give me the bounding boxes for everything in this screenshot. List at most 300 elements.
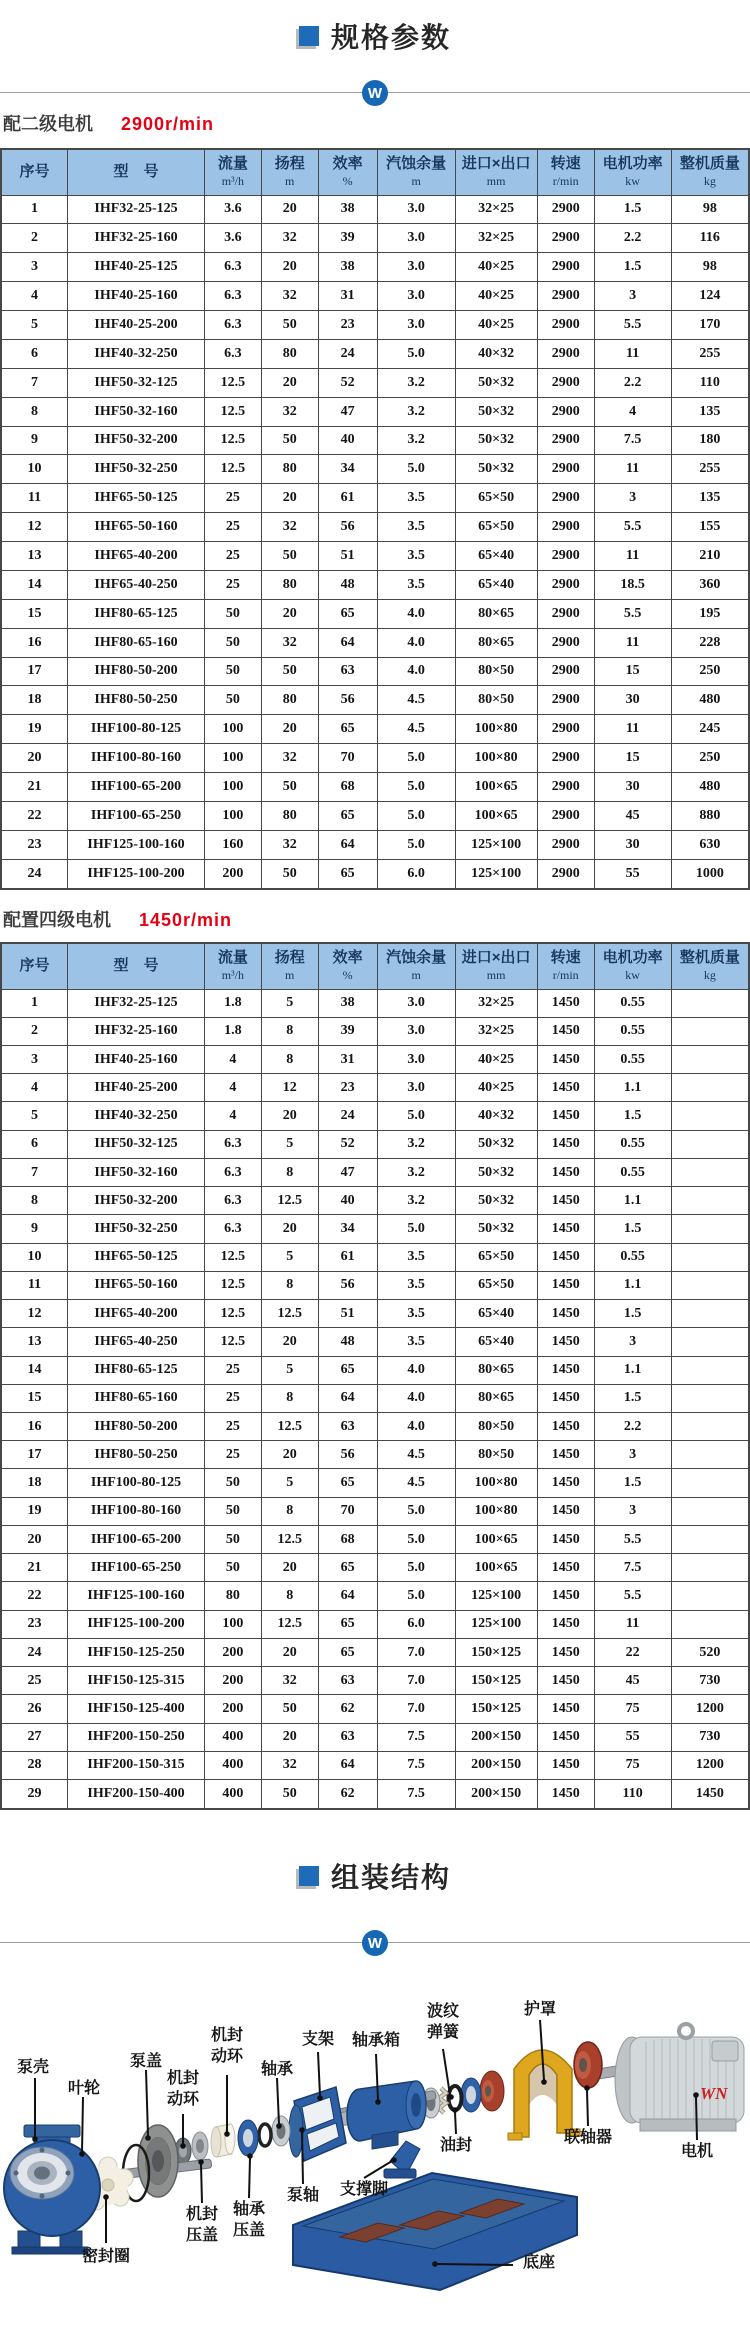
table-row	[1, 542, 749, 571]
cell: 4	[204, 1045, 261, 1073]
cell: IHF100-65-250	[68, 801, 205, 830]
table-row	[1, 195, 749, 224]
cell: 155	[671, 513, 749, 542]
table-row	[1, 830, 749, 859]
divider-top	[0, 80, 750, 106]
cell: 100×80	[455, 1497, 537, 1525]
label-pump-cover: 泵盖	[129, 2053, 163, 2070]
cell: 3.2	[377, 397, 455, 426]
cell: 2900	[537, 368, 594, 397]
assembly-section-heading	[0, 1856, 750, 1896]
cell: 17	[1, 657, 68, 686]
column-header: 转速 r/min	[537, 943, 594, 989]
cell: 68	[318, 773, 377, 802]
cell: 1.8	[204, 989, 261, 1017]
cell: IHF65-50-160	[68, 1271, 205, 1299]
pump-casing-part	[4, 2125, 100, 2254]
table-row	[1, 801, 749, 830]
cell: 3.5	[377, 513, 455, 542]
cell: 63	[318, 1667, 377, 1695]
cell: 125×100	[455, 1582, 537, 1610]
motor-brand-text: WN	[700, 2084, 728, 2103]
cell: 15	[594, 657, 671, 686]
w-logo-letter: W	[367, 1934, 383, 1952]
cell: IHF32-25-160	[68, 1017, 205, 1045]
cell: 1450	[537, 1525, 594, 1553]
cell: 3	[594, 1441, 671, 1469]
cell: 50×32	[455, 426, 537, 455]
table-row	[1, 1638, 749, 1666]
cell: 11	[1, 1271, 68, 1299]
cell: IHF80-65-160	[68, 1384, 205, 1412]
w-logo-letter: W	[367, 84, 383, 102]
cell: 730	[671, 1723, 749, 1751]
cell: 32	[261, 282, 318, 311]
cell: 1450	[537, 1384, 594, 1412]
cell: IHF80-50-250	[68, 686, 205, 715]
cell: 4	[204, 1102, 261, 1130]
cell	[671, 1017, 749, 1045]
column-header: 序号	[1, 943, 68, 989]
cell: IHF200-150-315	[68, 1751, 205, 1779]
label-pump-casing: 泵壳	[16, 2059, 50, 2076]
cell: 25	[1, 1667, 68, 1695]
cell: 80	[204, 1582, 261, 1610]
cell: 1450	[537, 1751, 594, 1779]
table-row	[1, 657, 749, 686]
cell: IHF65-40-200	[68, 1300, 205, 1328]
cell: 12	[261, 1074, 318, 1102]
column-header: 扬程 m	[261, 149, 318, 195]
cell: 50	[204, 1469, 261, 1497]
cell: 730	[671, 1667, 749, 1695]
cell: IHF80-50-250	[68, 1441, 205, 1469]
cell: 65×40	[455, 1300, 537, 1328]
table-row	[1, 628, 749, 657]
cell: 160	[204, 830, 261, 859]
cell: 12.5	[204, 1271, 261, 1299]
cell: 1200	[671, 1695, 749, 1723]
cell: 22	[594, 1638, 671, 1666]
cell	[671, 1215, 749, 1243]
cell: 150×125	[455, 1638, 537, 1666]
cell: 21	[1, 1554, 68, 1582]
cell: 7.5	[594, 1554, 671, 1582]
cell: IHF40-32-250	[68, 1102, 205, 1130]
cell: 1450	[537, 1695, 594, 1723]
cell: 400	[204, 1751, 261, 1779]
cell: 64	[318, 830, 377, 859]
table-row	[1, 1243, 749, 1271]
cell: 80×65	[455, 1384, 537, 1412]
cell: 3.6	[204, 224, 261, 253]
cell: 3.0	[377, 282, 455, 311]
cell: 100	[204, 715, 261, 744]
cell: 4	[1, 1074, 68, 1102]
cell: 65×50	[455, 1271, 537, 1299]
cell: 56	[318, 1441, 377, 1469]
cell: 25	[204, 484, 261, 513]
cell: IHF80-65-160	[68, 628, 205, 657]
cell: 65×40	[455, 542, 537, 571]
cell: IHF200-150-400	[68, 1780, 205, 1809]
cell: 32	[261, 628, 318, 657]
cell: 200	[204, 1667, 261, 1695]
cell: 4.5	[377, 1441, 455, 1469]
cell: 116	[671, 224, 749, 253]
cell: 14	[1, 570, 68, 599]
cell: 64	[318, 628, 377, 657]
cell: 1.5	[594, 1469, 671, 1497]
table-row	[1, 1017, 749, 1045]
cell: 25	[204, 1384, 261, 1412]
rear-gland-part	[461, 2078, 481, 2112]
cell: 5.0	[377, 773, 455, 802]
cell: 100	[204, 773, 261, 802]
cell: 8	[261, 1045, 318, 1073]
cell: 110	[594, 1780, 671, 1809]
cell: 2900	[537, 339, 594, 368]
table-row	[1, 1215, 749, 1243]
column-header: 型 号	[68, 149, 205, 195]
bearing-gland-part	[238, 2120, 258, 2156]
cell: 48	[318, 1328, 377, 1356]
cell: 50	[204, 657, 261, 686]
cell: 20	[261, 1328, 318, 1356]
label-oil-seal: 油封	[439, 2137, 473, 2154]
cell: 12.5	[261, 1525, 318, 1553]
cell: 50	[204, 1525, 261, 1553]
cell: 4	[594, 397, 671, 426]
table-row	[1, 1271, 749, 1299]
cell: IHF65-50-125	[68, 484, 205, 513]
cell: 1.5	[594, 253, 671, 282]
four-pole-motor-text: 配置四级电机	[3, 910, 111, 930]
cell: 6	[1, 339, 68, 368]
cell: 480	[671, 773, 749, 802]
cell: 5	[261, 989, 318, 1017]
table-row	[1, 224, 749, 253]
cell: 180	[671, 426, 749, 455]
cell: 200×150	[455, 1751, 537, 1779]
cell: 2900	[537, 455, 594, 484]
cell: 12.5	[204, 1328, 261, 1356]
cell: 4	[1, 282, 68, 311]
o-ring-part	[259, 2124, 271, 2146]
table-row	[1, 744, 749, 773]
cell: IHF80-65-125	[68, 1356, 205, 1384]
cell: 75	[594, 1695, 671, 1723]
cell: 2900	[537, 715, 594, 744]
cell	[671, 1610, 749, 1638]
cell: 6.3	[204, 339, 261, 368]
cell: 8	[261, 1497, 318, 1525]
cell: 23	[318, 311, 377, 340]
cell: IHF125-100-200	[68, 1610, 205, 1638]
cell: 22	[1, 1582, 68, 1610]
cell: 0.55	[594, 989, 671, 1017]
cell: 65	[318, 1610, 377, 1638]
cell: 1450	[537, 1638, 594, 1666]
cell: 2900	[537, 686, 594, 715]
cell: 2.2	[594, 224, 671, 253]
cell: IHF100-65-250	[68, 1554, 205, 1582]
label-bearing: 轴承	[260, 2061, 294, 2078]
cell	[671, 1328, 749, 1356]
cell: 24	[318, 339, 377, 368]
cell: 4.0	[377, 1384, 455, 1412]
table-row	[1, 397, 749, 426]
cell: 2900	[537, 599, 594, 628]
cell: 16	[1, 628, 68, 657]
cell	[671, 1243, 749, 1271]
cell: 25	[204, 513, 261, 542]
cell: 20	[261, 253, 318, 282]
cell: 400	[204, 1723, 261, 1751]
cell: 1450	[537, 1187, 594, 1215]
cell: 1450	[671, 1780, 749, 1809]
cell: 16	[1, 1413, 68, 1441]
label-support-foot: 支撑脚	[339, 2181, 389, 2198]
cell: 4.0	[377, 657, 455, 686]
cell: 20	[261, 1215, 318, 1243]
cell: 5.0	[377, 1215, 455, 1243]
cell: 24	[1, 1638, 68, 1666]
cell: 40×25	[455, 1045, 537, 1073]
cell	[671, 1497, 749, 1525]
four-pole-motor-label	[3, 906, 232, 932]
cell	[671, 1102, 749, 1130]
cell: 150×125	[455, 1667, 537, 1695]
cell: 11	[594, 715, 671, 744]
cell: 65	[318, 1356, 377, 1384]
motor-lifting-eye	[679, 2024, 693, 2038]
cell: 80×65	[455, 1356, 537, 1384]
cell: 50	[204, 1497, 261, 1525]
cell: 38	[318, 989, 377, 1017]
cell: 64	[318, 1582, 377, 1610]
cell: 200×150	[455, 1780, 537, 1809]
cell: IHF125-100-160	[68, 1582, 205, 1610]
cell: 50×32	[455, 1215, 537, 1243]
coupling-part	[574, 2042, 602, 2088]
cell: 3.0	[377, 989, 455, 1017]
cell: 100	[204, 744, 261, 773]
cell: 255	[671, 339, 749, 368]
cell: 20	[261, 1554, 318, 1582]
cell: 0.55	[594, 1158, 671, 1186]
cell: 23	[318, 1074, 377, 1102]
cell: 1	[1, 195, 68, 224]
cell: 65×50	[455, 1243, 537, 1271]
cell: IHF50-32-125	[68, 1130, 205, 1158]
cell: 2900	[537, 859, 594, 889]
spec-table-1450rpm	[0, 942, 750, 1810]
label-coupling: 联轴器	[563, 2129, 613, 2146]
cell: 100×65	[455, 1525, 537, 1553]
cell: 50	[261, 542, 318, 571]
cell: 228	[671, 628, 749, 657]
cell: 1450	[537, 1045, 594, 1073]
w-logo-badge	[362, 80, 388, 106]
spec-table-2900rpm	[0, 148, 750, 890]
cell: IHF80-65-125	[68, 599, 205, 628]
cell: 3.0	[377, 1074, 455, 1102]
cell: 3.0	[377, 1045, 455, 1073]
cell: 98	[671, 253, 749, 282]
cell: 3.6	[204, 195, 261, 224]
cell: 25	[204, 1413, 261, 1441]
cell: IHF150-125-315	[68, 1667, 205, 1695]
table-row	[1, 1356, 749, 1384]
cell: 50	[261, 426, 318, 455]
cell: 12.5	[204, 1243, 261, 1271]
cell: 8	[261, 1017, 318, 1045]
cell: 3.0	[377, 311, 455, 340]
cell: 56	[318, 686, 377, 715]
cell: IHF100-80-160	[68, 1497, 205, 1525]
cell: IHF65-50-125	[68, 1243, 205, 1271]
table-row	[1, 339, 749, 368]
cell: 9	[1, 426, 68, 455]
cell: 80×50	[455, 1441, 537, 1469]
cell: 1.5	[594, 1300, 671, 1328]
cell: 2900	[537, 195, 594, 224]
column-header: 效率 %	[318, 149, 377, 195]
cell: 65×40	[455, 570, 537, 599]
cell: 20	[261, 715, 318, 744]
cell: 1450	[537, 1582, 594, 1610]
cell: 38	[318, 253, 377, 282]
cell: 65	[318, 599, 377, 628]
cell: 32×25	[455, 1017, 537, 1045]
cell: 8	[1, 1187, 68, 1215]
cell: 80	[261, 455, 318, 484]
table-row	[1, 1780, 749, 1809]
cell: 28	[1, 1751, 68, 1779]
cell: 23	[1, 830, 68, 859]
cell: IHF50-32-125	[68, 368, 205, 397]
cell: 80	[261, 686, 318, 715]
four-pole-speed-text: 1450r/min	[139, 910, 233, 930]
cell: 1000	[671, 859, 749, 889]
cell: IHF80-50-200	[68, 657, 205, 686]
cell: 0.55	[594, 1243, 671, 1271]
cell: 50	[204, 628, 261, 657]
cell: IHF40-25-200	[68, 311, 205, 340]
cell: 100×80	[455, 744, 537, 773]
cell: 3	[1, 1045, 68, 1073]
cell: IHF40-25-160	[68, 282, 205, 311]
cell: 3	[1, 253, 68, 282]
cell	[671, 1045, 749, 1073]
cell: 20	[261, 1638, 318, 1666]
cell: 70	[318, 1497, 377, 1525]
cell: 12.5	[204, 397, 261, 426]
cell	[671, 1582, 749, 1610]
cell: 8	[261, 1582, 318, 1610]
cell: 6.3	[204, 1215, 261, 1243]
cell: 3.5	[377, 1328, 455, 1356]
label-base: 底座	[522, 2254, 556, 2271]
cell: 29	[1, 1780, 68, 1809]
cell: 80×50	[455, 657, 537, 686]
cell: 40×25	[455, 311, 537, 340]
cell: 65×50	[455, 484, 537, 513]
cell: 40×32	[455, 1102, 537, 1130]
table-row	[1, 1045, 749, 1073]
cell: IHF32-25-125	[68, 989, 205, 1017]
cell: 6.3	[204, 1130, 261, 1158]
cell: 210	[671, 542, 749, 571]
table-row	[1, 282, 749, 311]
cell: 65	[318, 801, 377, 830]
cell: 20	[261, 1441, 318, 1469]
cell: 2900	[537, 311, 594, 340]
cell: 80×50	[455, 686, 537, 715]
cell: 1450	[537, 1497, 594, 1525]
cell: 32	[261, 744, 318, 773]
cell: 65	[318, 1638, 377, 1666]
cell: 255	[671, 455, 749, 484]
cell: 3	[594, 484, 671, 513]
cell: 1450	[537, 1554, 594, 1582]
cell: 17	[1, 1441, 68, 1469]
cell: 6.3	[204, 311, 261, 340]
cell: 3	[594, 1497, 671, 1525]
cell: 12	[1, 513, 68, 542]
cell: IHF50-32-200	[68, 1187, 205, 1215]
cell: 7.0	[377, 1638, 455, 1666]
label-mech-seal-rotating-ring-1: 机封动环	[210, 2027, 243, 2065]
cell: 0.55	[594, 1130, 671, 1158]
cell: 23	[1, 1610, 68, 1638]
cell: 1450	[537, 1271, 594, 1299]
cell	[671, 989, 749, 1017]
column-header: 转速 r/min	[537, 149, 594, 195]
cell: 2900	[537, 253, 594, 282]
cell: 2900	[537, 744, 594, 773]
cell: 5	[1, 311, 68, 340]
cell: 7.5	[377, 1751, 455, 1779]
cell: 25	[204, 1356, 261, 1384]
cell: 21	[1, 773, 68, 802]
cell: 6	[1, 1130, 68, 1158]
cell: 5.5	[594, 513, 671, 542]
cell: 55	[594, 1723, 671, 1751]
table-row	[1, 455, 749, 484]
column-header: 整机质量 kg	[671, 149, 749, 195]
cell: 50	[261, 773, 318, 802]
cell: 1450	[537, 1158, 594, 1186]
cell: 80	[261, 570, 318, 599]
cell: 2900	[537, 484, 594, 513]
cell: 20	[1, 744, 68, 773]
cell: 3.0	[377, 224, 455, 253]
cell: IHF50-32-250	[68, 455, 205, 484]
cell: 5.0	[377, 455, 455, 484]
table-row	[1, 1469, 749, 1497]
cell: 40×25	[455, 253, 537, 282]
column-header: 效率 %	[318, 943, 377, 989]
cell: IHF40-25-160	[68, 1045, 205, 1073]
cell: 3.5	[377, 1271, 455, 1299]
cell: 13	[1, 542, 68, 571]
cell: 22	[1, 801, 68, 830]
table-row	[1, 1610, 749, 1638]
cell: 0.55	[594, 1017, 671, 1045]
cell: 65	[318, 859, 377, 889]
